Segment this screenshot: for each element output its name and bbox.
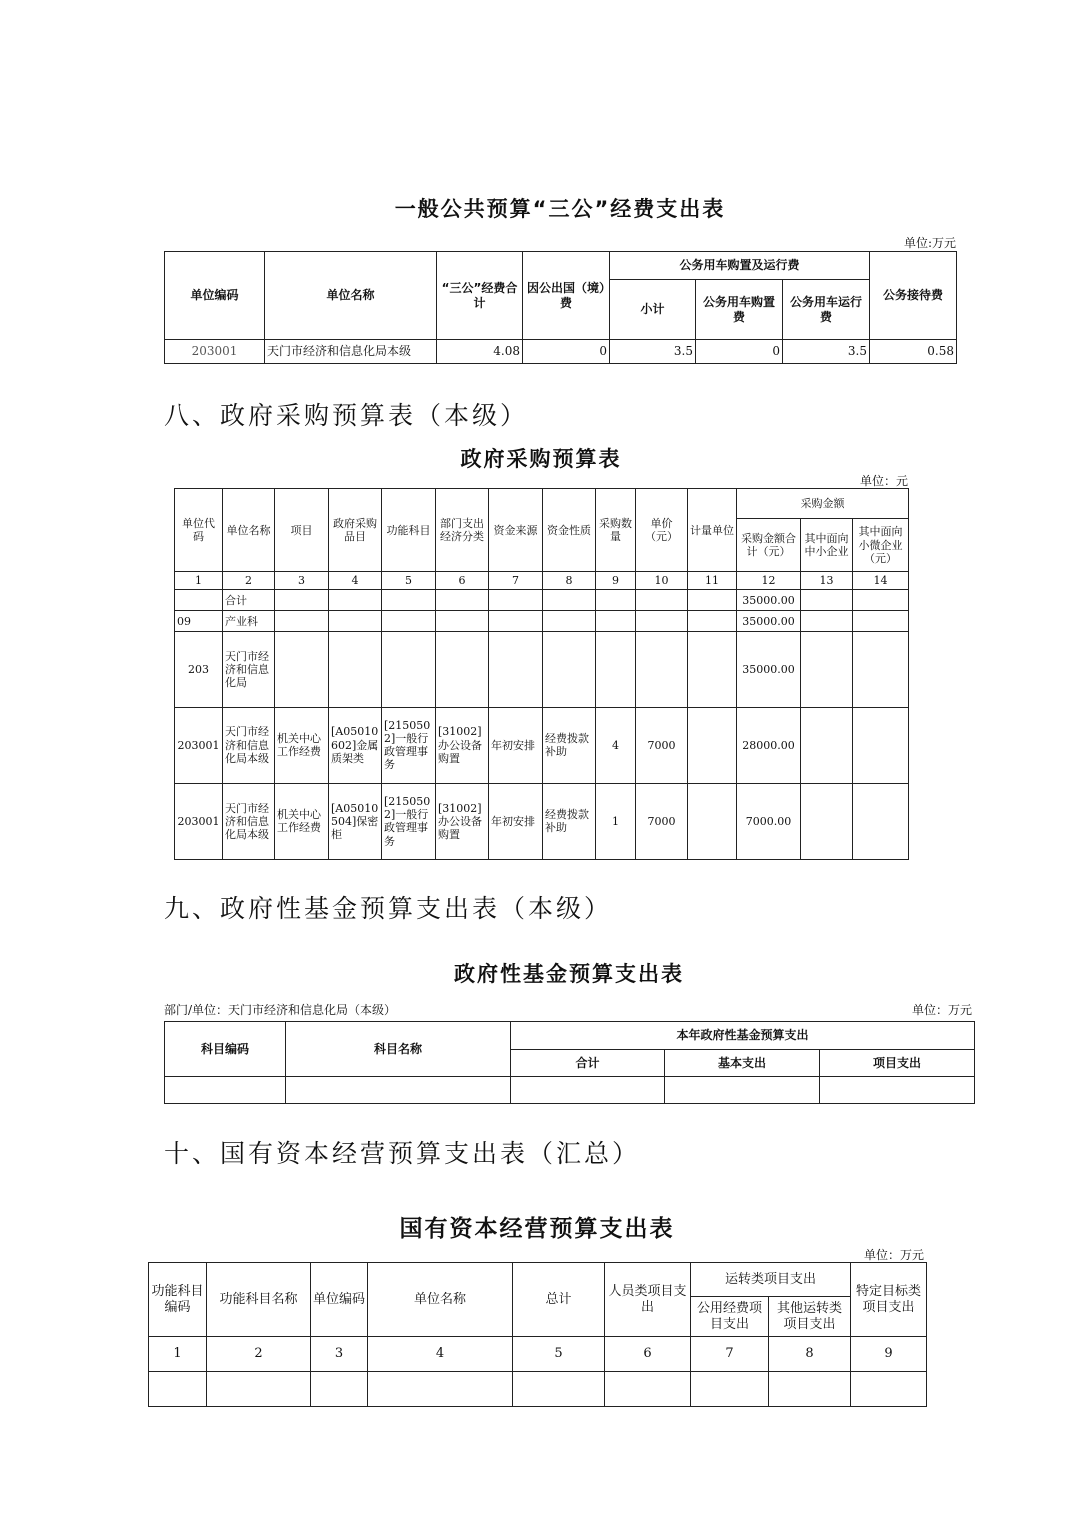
table1-title: 一般公共预算“三公”经费支出表 (394, 197, 726, 221)
cell (149, 1372, 207, 1407)
cell-name: 天门市经济和信息化局本级 (265, 340, 437, 364)
cell (853, 590, 909, 611)
cell (436, 632, 489, 707)
col-number: 1 (149, 1337, 207, 1372)
table-row (175, 632, 909, 707)
header-subtotal: 小计 (610, 280, 696, 340)
cell-operation: 3.5 (783, 340, 870, 364)
cell (489, 632, 543, 707)
cell (207, 1372, 311, 1407)
header-total: “三公”经费合计 (437, 252, 523, 340)
cell: 35000.00 (737, 611, 801, 632)
col-number: 14 (853, 572, 909, 590)
section-10-heading: 十、国有资本经营预算支出表（汇总） (164, 1139, 641, 1168)
cell (329, 590, 382, 611)
col-number: 9 (851, 1337, 927, 1372)
cell-abroad: 0 (523, 340, 610, 364)
cell: 203001 (175, 707, 223, 783)
cell: 203001 (175, 783, 223, 859)
header-vehicle-purchase: 公务用车购置费 (696, 280, 783, 340)
cell: [2150502]一般行政管理事务 (382, 707, 436, 783)
table2-unit: 单位：元 (859, 474, 908, 488)
cell (596, 590, 636, 611)
cell (275, 590, 329, 611)
cell (329, 611, 382, 632)
cell (801, 611, 853, 632)
cell (329, 632, 382, 707)
col-number: 12 (737, 572, 801, 590)
cell (489, 611, 543, 632)
cell (820, 1077, 975, 1104)
table4-title: 国有资本经营预算支出表 (399, 1216, 675, 1242)
cell (543, 590, 596, 611)
cell (311, 1372, 368, 1407)
col-number: 6 (436, 572, 489, 590)
cell: 7000.00 (737, 783, 801, 859)
cell (605, 1372, 691, 1407)
header-c6: 部门支出经济分类 (436, 489, 489, 572)
cell: 产业科 (223, 611, 275, 632)
col-number: 2 (223, 572, 275, 590)
header-c6: 人员类项目支出 (605, 1263, 691, 1337)
cell (688, 632, 737, 707)
cell (851, 1372, 927, 1407)
col-number: 10 (636, 572, 688, 590)
cell (688, 590, 737, 611)
cell (511, 1077, 665, 1104)
header-c4: 政府采购品目 (329, 489, 382, 572)
cell (665, 1077, 820, 1104)
cell-total: 4.08 (437, 340, 523, 364)
header-unit-name: 单位名称 (265, 252, 437, 340)
cell (596, 632, 636, 707)
header-project: 项目支出 (820, 1050, 975, 1077)
cell (636, 632, 688, 707)
header-c8: 资金性质 (543, 489, 596, 572)
cell (382, 590, 436, 611)
header-c9: 采购数量 (596, 489, 636, 572)
cell-subtotal: 3.5 (610, 340, 696, 364)
table3-fund-budget (164, 1021, 975, 1104)
cell (853, 611, 909, 632)
header-fund-group: 本年政府性基金预算支出 (511, 1022, 975, 1050)
header-unit-code: 单位编码 (165, 252, 265, 340)
cell (436, 590, 489, 611)
table-row (175, 611, 909, 632)
header-c2: 功能科目名称 (207, 1263, 311, 1337)
cell: 4 (596, 707, 636, 783)
cell: [A05010504]保密柜 (329, 783, 382, 859)
col-number: 7 (691, 1337, 769, 1372)
cell (382, 632, 436, 707)
cell: [2150502]一般行政管理事务 (382, 783, 436, 859)
cell (853, 632, 909, 707)
header-subject-code: 科目编码 (165, 1022, 286, 1077)
table-row (175, 707, 909, 783)
cell: 天门市经济和信息化局 (223, 632, 275, 707)
header-transfer-group: 运转类项目支出 (691, 1263, 851, 1297)
header-c4: 单位名称 (368, 1263, 513, 1337)
header-total: 合计 (511, 1050, 665, 1077)
cell: 年初安排 (489, 707, 543, 783)
cell (801, 707, 853, 783)
cell: 机关中心工作经费 (275, 707, 329, 783)
table-row (165, 1077, 975, 1104)
header-c13: 其中面向中小企业 (801, 519, 853, 572)
cell-purchase: 0 (696, 340, 783, 364)
cell (436, 611, 489, 632)
cell (275, 632, 329, 707)
cell (489, 590, 543, 611)
cell: [31002]办公设备购置 (436, 707, 489, 783)
cell (636, 590, 688, 611)
cell: 203 (175, 632, 223, 707)
cell: 天门市经济和信息化局本级 (223, 783, 275, 859)
header-c2: 单位名称 (223, 489, 275, 572)
table-row (175, 590, 909, 611)
header-c3: 项目 (275, 489, 329, 572)
col-number: 4 (329, 572, 382, 590)
table-row (149, 1372, 927, 1407)
col-number: 8 (543, 572, 596, 590)
col-number: 8 (769, 1337, 851, 1372)
cell-reception: 0.58 (870, 340, 957, 364)
cell (801, 783, 853, 859)
col-number: 13 (801, 572, 853, 590)
col-number: 5 (513, 1337, 605, 1372)
cell: 年初安排 (489, 783, 543, 859)
table4-unit: 单位：万元 (863, 1248, 924, 1262)
section-8-heading: 八、政府采购预算表（本级） (164, 401, 529, 430)
header-subject-name: 科目名称 (286, 1022, 511, 1077)
header-c11: 计量单位 (688, 489, 737, 572)
cell (691, 1372, 769, 1407)
col-number: 7 (489, 572, 543, 590)
table-row (165, 340, 957, 364)
cell: 35000.00 (737, 590, 801, 611)
header-c9: 特定目标类项目支出 (851, 1263, 927, 1337)
header-reception: 公务接待费 (870, 252, 957, 340)
header-abroad: 因公出国（境）费 (523, 252, 610, 340)
cell (543, 632, 596, 707)
table3-department: 部门/单位：天门市经济和信息化局（本级） (164, 1003, 397, 1017)
table-row (175, 783, 909, 859)
cell: 合计 (223, 590, 275, 611)
header-vehicle-group: 公务用车购置及运行费 (610, 252, 870, 280)
col-number: 3 (311, 1337, 368, 1372)
cell: 经费拨款补助 (543, 707, 596, 783)
cell (165, 1077, 286, 1104)
cell: 28000.00 (737, 707, 801, 783)
cell: 天门市经济和信息化局本级 (223, 707, 275, 783)
header-vehicle-operation: 公务用车运行费 (783, 280, 870, 340)
cell (368, 1372, 513, 1407)
header-c1: 单位代码 (175, 489, 223, 572)
table4-state-capital-budget (148, 1262, 927, 1407)
header-c7: 资金来源 (489, 489, 543, 572)
cell: 7000 (636, 783, 688, 859)
header-c7: 公用经费项目支出 (691, 1297, 769, 1337)
header-basic: 基本支出 (665, 1050, 820, 1077)
cell (853, 707, 909, 783)
cell (801, 590, 853, 611)
table2-title: 政府采购预算表 (460, 447, 622, 471)
cell: 09 (175, 611, 223, 632)
header-c12: 采购金额合计（元） (737, 519, 801, 572)
column-number-row (175, 572, 909, 590)
header-c3: 单位编码 (311, 1263, 368, 1337)
cell: 35000.00 (737, 632, 801, 707)
cell (596, 611, 636, 632)
cell (286, 1077, 511, 1104)
col-number: 2 (207, 1337, 311, 1372)
cell (688, 707, 737, 783)
col-number: 11 (688, 572, 737, 590)
cell: 1 (596, 783, 636, 859)
cell (636, 611, 688, 632)
column-number-row (149, 1337, 927, 1372)
cell: 机关中心工作经费 (275, 783, 329, 859)
header-c5: 总计 (513, 1263, 605, 1337)
col-number: 1 (175, 572, 223, 590)
cell: 7000 (636, 707, 688, 783)
cell (801, 632, 853, 707)
header-c1: 功能科目编码 (149, 1263, 207, 1337)
col-number: 4 (368, 1337, 513, 1372)
cell (175, 590, 223, 611)
table1-unit: 单位:万元 (903, 236, 956, 250)
table3-title: 政府性基金预算支出表 (454, 962, 684, 986)
table2-procurement-budget (174, 488, 909, 860)
cell (688, 783, 737, 859)
header-c5: 功能科目 (382, 489, 436, 572)
cell (769, 1372, 851, 1407)
col-number: 3 (275, 572, 329, 590)
cell (513, 1372, 605, 1407)
cell: 经费拨款补助 (543, 783, 596, 859)
cell (543, 611, 596, 632)
table3-unit: 单位：万元 (911, 1003, 972, 1017)
header-c10: 单价（元） (636, 489, 688, 572)
cell: [31002]办公设备购置 (436, 783, 489, 859)
col-number: 6 (605, 1337, 691, 1372)
header-c8: 其他运转类项目支出 (769, 1297, 851, 1337)
cell: [A05010602]金属质架类 (329, 707, 382, 783)
cell (275, 611, 329, 632)
section-9-heading: 九、政府性基金预算支出表（本级） (164, 894, 613, 923)
col-number: 9 (596, 572, 636, 590)
header-amount-group: 采购金额 (737, 489, 909, 519)
cell (382, 611, 436, 632)
cell-code: 203001 (165, 340, 265, 364)
header-c14: 其中面向小微企业（元） (853, 519, 909, 572)
cell (688, 611, 737, 632)
cell (853, 783, 909, 859)
col-number: 5 (382, 572, 436, 590)
table1-three-public-expenses (164, 251, 957, 364)
